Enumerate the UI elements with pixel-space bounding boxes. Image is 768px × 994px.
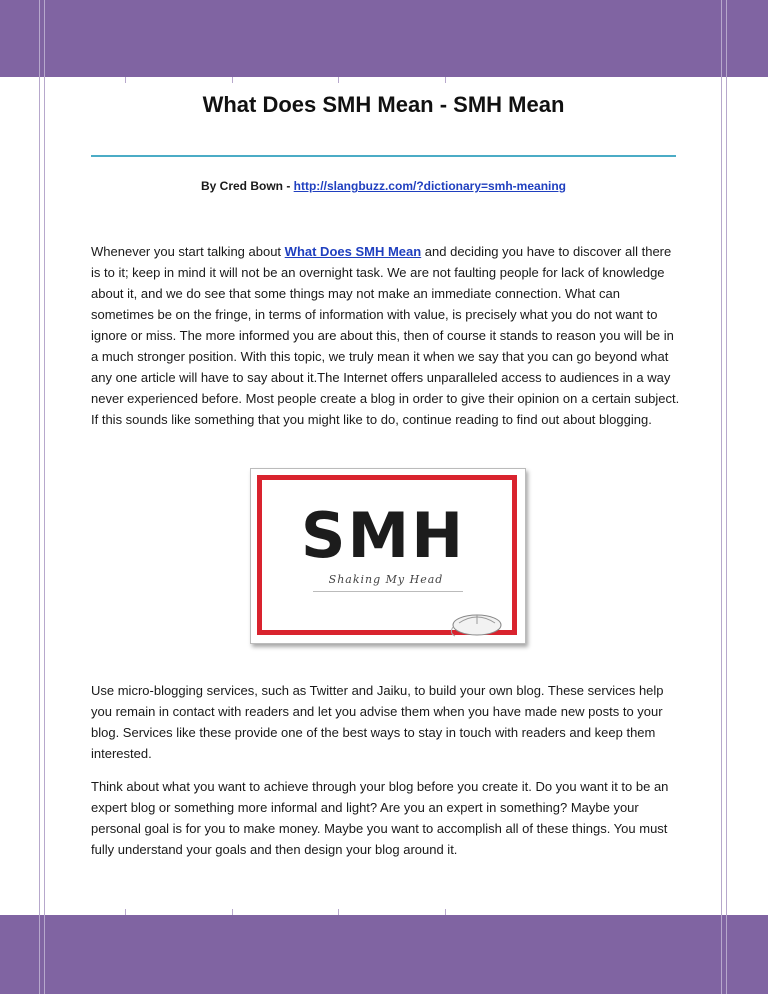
band-tick (445, 909, 446, 915)
band-tick (232, 77, 233, 83)
byline-author: By Cred Bown - (200, 179, 294, 193)
band-tick (125, 909, 126, 915)
header-band-gap (0, 77, 768, 83)
paragraph-blog-goals: Think about what you want to achieve through your blog before you create it. Do you want it to be an expert blog or something more informal and light? Are you an expert in something? Maybe your personal goal is for you to make money. Maybe you want to accomplish all of these things. You must fully understand your goals and then design your blog around it. (91, 779, 669, 857)
footer-band (0, 915, 768, 994)
tagline-underline (313, 591, 463, 592)
band-tick (232, 909, 233, 915)
page-border-right-outer (726, 0, 727, 994)
paragraph-intro-text-start: Whenever you start talking about (91, 244, 285, 259)
smh-tagline: Shaking My Head (328, 573, 444, 586)
document-title: What Does SMH Mean - SMH Mean (202, 92, 565, 117)
band-tick (338, 77, 339, 83)
page-border-left-outer (39, 0, 40, 994)
what-does-smh-mean-link[interactable]: What Does SMH Mean (284, 244, 422, 259)
byline-link[interactable]: http://slangbuzz.com/?dictionary=smh-meaning (293, 179, 567, 193)
page-border-right-inner (721, 0, 722, 994)
byline (91, 179, 676, 193)
band-tick (125, 77, 126, 83)
smh-image (250, 468, 526, 644)
header-band (0, 0, 768, 77)
computer-mouse-icon (449, 607, 505, 637)
smh-logo-text: SMH (300, 499, 466, 572)
title-rule (91, 155, 676, 157)
band-tick (338, 909, 339, 915)
band-tick (445, 77, 446, 83)
paragraph-micro-blogging: Use micro-blogging services, such as Twitter and Jaiku, to build your own blog. These services help you remain in contact with readers and let you advise them when you have made new posts to your blog. Services like these provide one of the best ways to stay in touch with readers and keep them interested. (91, 683, 664, 761)
paragraph-intro-text-end: and deciding you have to discover all there is to it; keep in mind it will not be an overnight task. We are not faulting people for lack of knowledge about it, and we do see that some things may not make an immediate connection. What can sometimes be on the fringe, in terms of information with value, is precisely what you do not want to ignore or miss. The more informed you are about this, then of course it stands to reason you will be in a much stronger position. With this topic, we truly mean it when we say that you can go beyond what any one article will have to say about it.The Internet offers unparalleled access to audiences in a way never experienced before. Most people create a blog in order to give their opinion on a certain subject. If this sounds like something that you might like to do, continue reading to find out about blogging. (91, 244, 680, 427)
page-border-left-inner (44, 0, 45, 994)
paragraph-intro (91, 241, 681, 430)
